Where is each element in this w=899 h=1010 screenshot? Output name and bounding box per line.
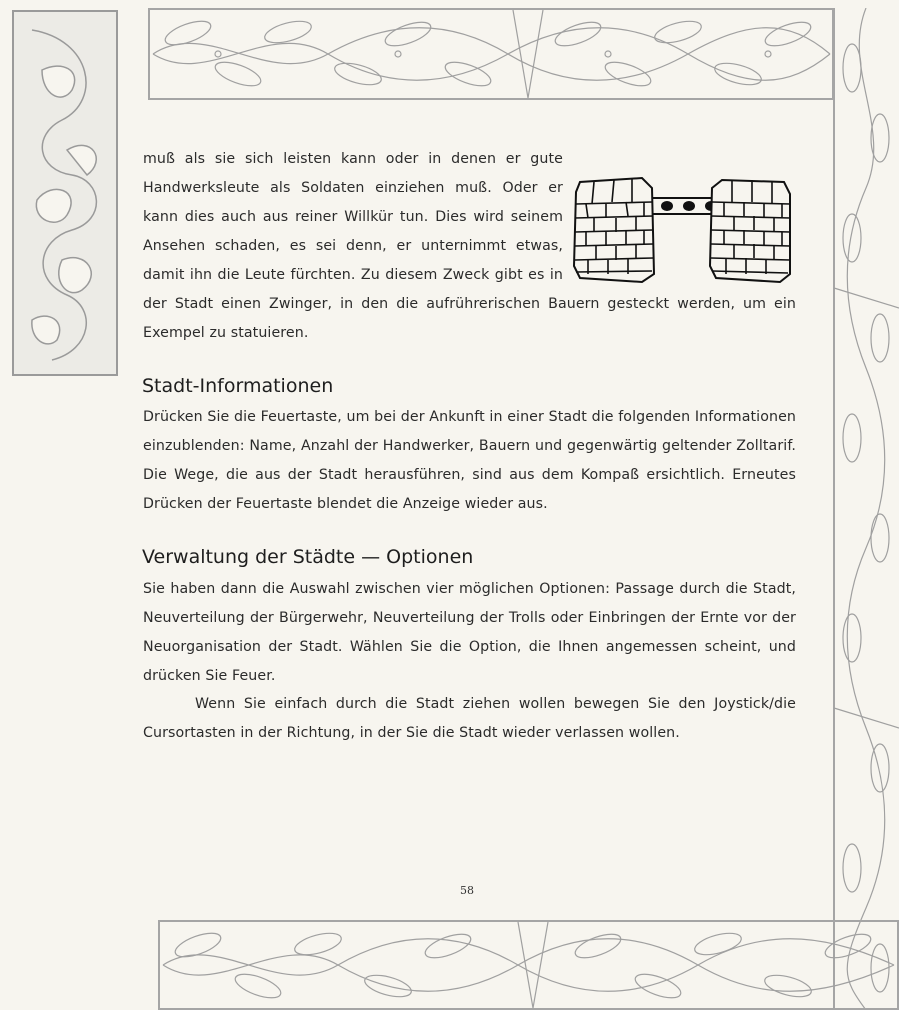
section-heading-stadt-informationen: Stadt-Informationen <box>142 375 334 397</box>
bottom-ornament-border <box>158 920 899 1010</box>
page-number: 58 <box>460 884 474 897</box>
text-line: Drücken der Feuertaste blendet die Anzeige wieder aus. <box>143 496 548 512</box>
stadt-informationen-paragraph <box>143 403 796 519</box>
text-line: Neuorganisation der Stadt. Wählen Sie die Option, die Ihnen angemessen scheint, und <box>143 639 796 655</box>
right-ornament-border <box>832 8 899 1010</box>
text-line: einzublenden: Name, Anzahl der Handwerker, Bauern und gegenwärtig geltender Zolltarif. <box>143 438 796 454</box>
section-heading-verwaltung: Verwaltung der Städte — Optionen <box>142 546 474 568</box>
text-line: damit ihn die Leute fürchten. Zu diesem Zweck gibt es in <box>143 267 563 283</box>
text-line: Exempel zu statuieren. <box>143 325 309 341</box>
text-line: muß als sie sich leisten kann oder in denen er gute <box>143 151 563 167</box>
text-line: Wenn Sie einfach durch die Stadt ziehen wollen bewegen Sie den Joystick/die <box>195 696 796 712</box>
intro-paragraph <box>143 145 798 348</box>
text-line: der Stadt einen Zwinger, in den die aufrührerischen Bauern gesteckt werden, um ein <box>143 296 796 312</box>
text-line: Handwerksleute als Soldaten einziehen muß. Oder er <box>143 180 563 196</box>
left-ornament-panel <box>12 10 118 376</box>
text-line: kann dies auch aus reiner Willkür tun. Dies wird seinem <box>143 209 563 225</box>
text-line: drücken Sie Feuer. <box>143 668 276 684</box>
text-line: Cursortasten in der Richtung, in der Sie die Stadt wieder verlassen wollen. <box>143 725 680 741</box>
text-line: Ansehen schaden, es sei denn, er unternimmt etwas, <box>143 238 563 254</box>
text-line: Neuverteilung der Bürgerwehr, Neuverteilung der Trolls oder Einbringen der Ernte vor der <box>143 610 796 626</box>
verwaltung-paragraph <box>143 575 796 691</box>
top-ornament-border <box>148 8 834 100</box>
text-line: Drücken Sie die Feuertaste, um bei der Ankunft in einer Stadt die folgenden Informationen <box>143 409 796 425</box>
text-line: Sie haben dann die Auswahl zwischen vier möglichen Optionen: Passage durch die Stadt, <box>143 581 796 597</box>
verwaltung-paragraph-2 <box>143 690 796 748</box>
text-line: Die Wege, die aus der Stadt herausführen, sind aus dem Kompaß ersichtlich. Erneutes <box>143 467 796 483</box>
